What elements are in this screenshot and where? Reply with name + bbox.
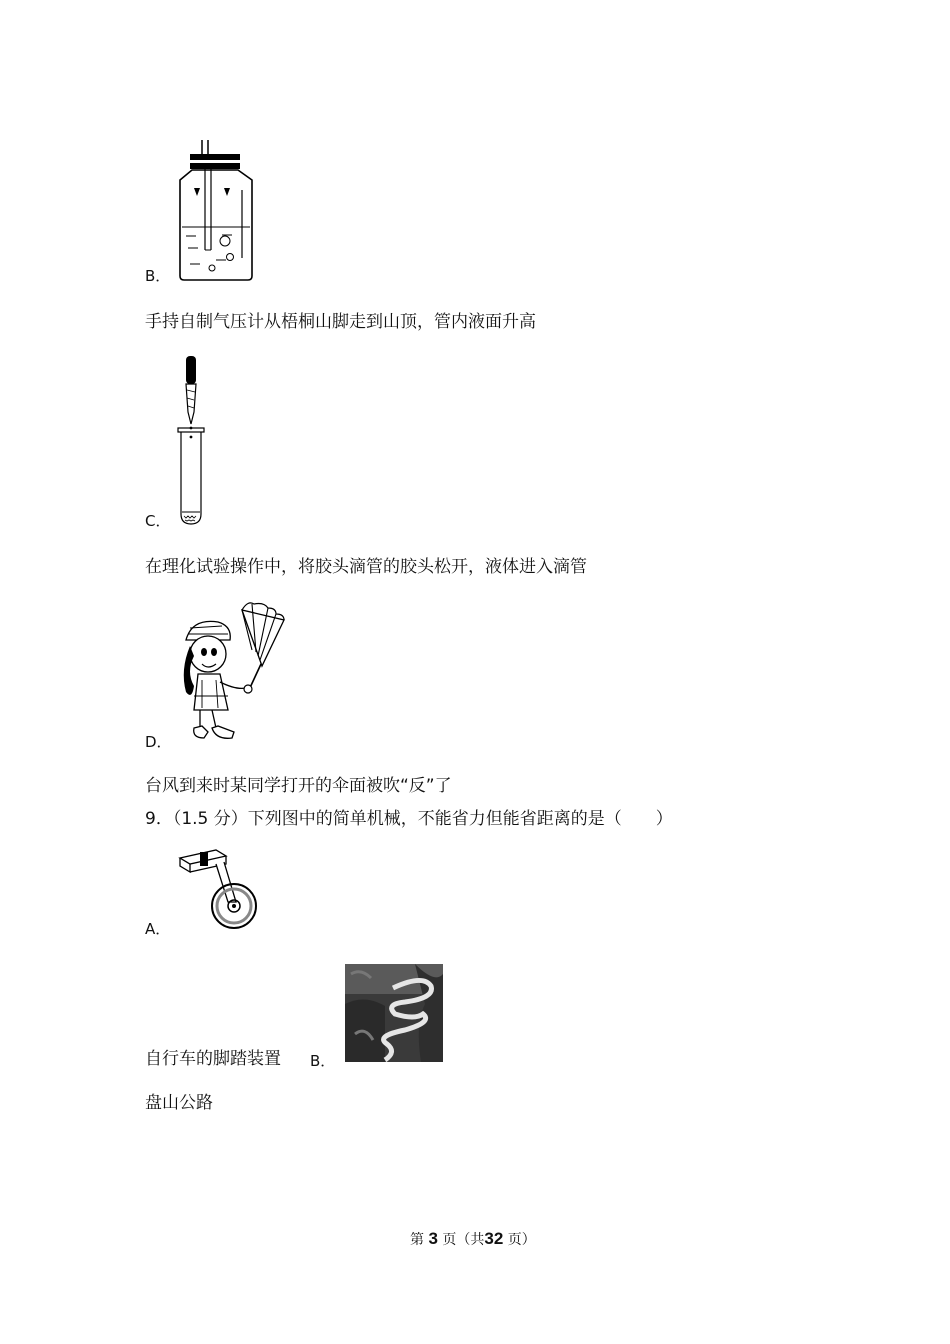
footer-prefix: 第 [410,1232,424,1248]
footer-total-pages: 32 [484,1229,504,1248]
footer-page-number: 3 [428,1229,438,1248]
question-number: 9． [145,809,173,829]
option-c-text: 在理化试验操作中，将胶头滴管的胶头松开，液体进入滴管 [145,557,587,577]
option-b-label: B． [145,267,171,285]
footer-middle: 页（共 [442,1232,485,1248]
option-d-text: 台风到来时某同学打开的伞面被吹“反”了 [145,776,452,796]
mountain-road-photo [345,964,443,1062]
footer-suffix: 页） [507,1232,536,1248]
question-9-stem-line [145,808,673,830]
option-9b-text: 盘山公路 [145,1093,213,1113]
question-points: （1.5 分） [172,809,248,829]
girl-umbrella-figure [172,600,290,744]
option-d-label: D． [145,733,172,751]
option-c-label: C． [145,512,171,530]
option-9a-text: 自行车的脚踏装置 [145,1049,281,1069]
option-9b-label: B． [310,1052,336,1070]
dropper-test-tube-figure [172,354,212,528]
option-9a-label: A． [145,920,171,938]
page-footer [410,1229,536,1250]
option-b-text: 手持自制气压计从梧桐山脚走到山顶，管内液面升高 [145,312,536,332]
question-stem: 下列图中的简单机械，不能省力但能省距离的是（ ） [247,809,673,829]
bicycle-pedal-figure [176,846,266,932]
barometer-bottle-figure [172,140,272,282]
